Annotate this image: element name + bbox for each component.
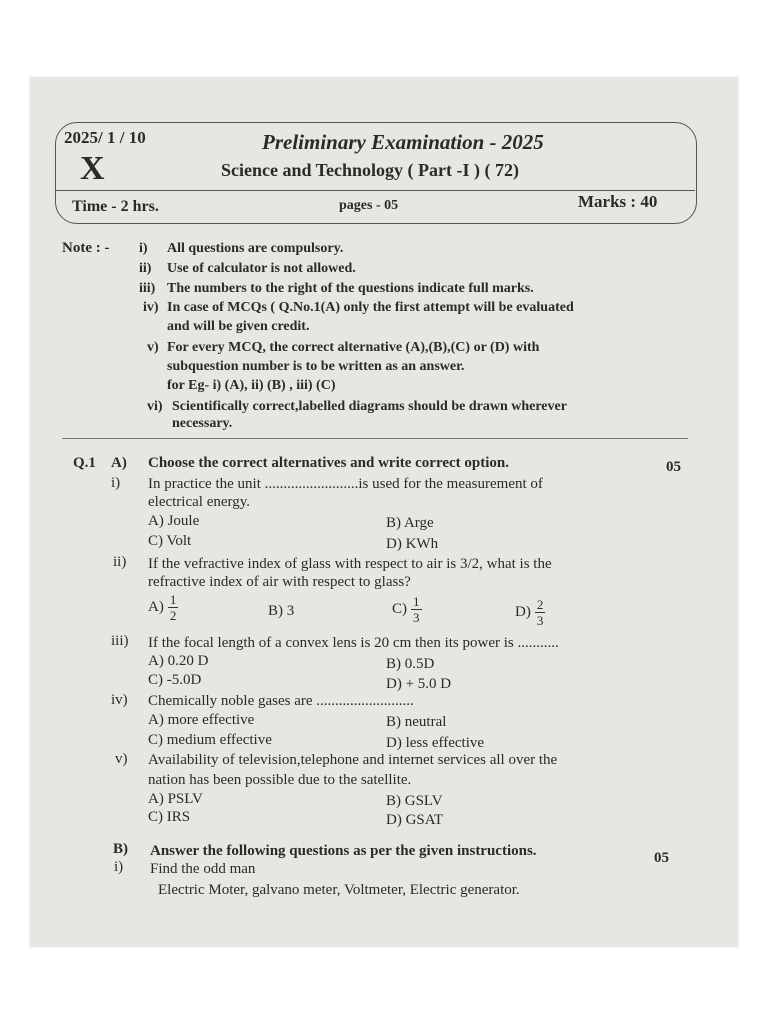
note-number: v) <box>147 340 159 355</box>
question-label: Q.1 <box>73 455 96 471</box>
note-number: vi) <box>147 399 163 414</box>
option-d: D) $\frac{2}{3}$ <box>515 597 544 628</box>
option-c: C) $\frac{1}{3}$ <box>392 594 420 625</box>
section-marks: 05 <box>666 459 681 475</box>
section-title: Choose the correct alternatives and write correct option. <box>148 455 510 471</box>
question-number: ii) <box>113 554 127 570</box>
note-text: The numbers to the right of the questions indicate full marks. <box>167 281 534 296</box>
pages-label: pages - 05 <box>339 198 399 213</box>
note-text: necessary. <box>172 416 233 431</box>
option-b: B) 3 <box>268 603 295 619</box>
fraction: $\frac{1}{3}$ <box>413 594 420 625</box>
class-label: X <box>80 150 105 187</box>
note-text: and will be given credit. <box>167 319 310 334</box>
option-c: C) IRS <box>148 809 191 825</box>
question-text: In practice the unit .........................is used for the measurement of <box>148 476 543 492</box>
header-divider <box>55 190 695 191</box>
question-text: Availability of television,telephone and internet services all over the <box>148 752 558 768</box>
note-number: iv) <box>143 300 159 315</box>
option-a: A) PSLV <box>148 791 203 807</box>
time-label: Time - 2 hrs. <box>72 198 159 215</box>
option-a: A) 0.20 D <box>148 653 209 669</box>
option-d: D) + 5.0 D <box>386 676 452 692</box>
question-text: refractive index of air with respect to glass? <box>148 574 411 590</box>
note-number: ii) <box>139 261 152 276</box>
question-number: iii) <box>111 633 129 649</box>
exam-date: 2025/ 1 / 10 <box>64 128 146 147</box>
note-number: iii) <box>139 281 156 296</box>
question-number: i) <box>111 475 121 491</box>
question-detail: Electric Moter, galvano meter, Voltmeter, Electric generator. <box>158 882 520 898</box>
option-c: C) Volt <box>148 533 192 549</box>
option-a: A) $\frac{1}{2}$ <box>148 592 177 623</box>
section-divider <box>62 438 688 439</box>
marks-label: Marks : 40 <box>578 192 658 211</box>
note-text: Use of calculator is not allowed. <box>167 261 356 276</box>
question-text: nation has been possible due to the satellite. <box>148 772 412 788</box>
subject-title: Science and Technology ( Part -I ) ( 72) <box>221 160 519 180</box>
question-text: electrical energy. <box>148 494 251 510</box>
option-a: A) more effective <box>148 712 255 728</box>
option-b: B) 0.5D <box>386 656 435 672</box>
option-a: A) Joule <box>148 513 200 529</box>
note-text: Scientifically correct,labelled diagrams should be drawn wherever <box>172 399 567 414</box>
option-c: C) -5.0D <box>148 672 202 688</box>
note-text: subquestion number is to be written as an answer. <box>167 359 465 374</box>
note-number: i) <box>139 241 148 256</box>
note-text: For every MCQ, the correct alternative (A),(B),(C) or (D) with <box>167 340 540 355</box>
question-number: v) <box>115 751 128 767</box>
question-number: i) <box>114 859 124 875</box>
fraction: $\frac{1}{2}$ <box>169 592 177 623</box>
question-text: Find the odd man <box>150 861 256 877</box>
note-label: Note : - <box>62 240 110 256</box>
question-number: iv) <box>111 692 128 708</box>
question-text: If the vefractive index of glass with respect to air is 3/2, what is the <box>148 556 552 572</box>
exam-title: Preliminary Examination - 2025 <box>262 130 544 154</box>
option-d: D) GSAT <box>386 812 444 828</box>
question-text: If the focal length of a convex lens is 20 cm then its power is ........... <box>148 635 559 651</box>
fraction: $\frac{2}{3}$ <box>536 597 544 628</box>
option-d: D) less effective <box>386 735 485 751</box>
note-text: for Eg- i) (A), ii) (B) , iii) (C) <box>167 378 336 393</box>
section-title: Answer the following questions as per the given instructions. <box>150 843 537 859</box>
question-text: Chemically noble gases are .......................... <box>148 693 414 709</box>
note-text: All questions are compulsory. <box>167 241 344 256</box>
section-marks: 05 <box>654 850 669 866</box>
note-text: In case of MCQs ( Q.No.1(A) only the first attempt will be evaluated <box>167 300 574 315</box>
option-d: D) KWh <box>386 536 439 552</box>
option-b: B) GSLV <box>386 793 443 809</box>
section-label: B) <box>113 841 128 857</box>
section-label: A) <box>111 455 127 471</box>
option-b: B) Arge <box>386 515 434 531</box>
option-c: C) medium effective <box>148 732 272 748</box>
option-b: B) neutral <box>386 714 447 730</box>
